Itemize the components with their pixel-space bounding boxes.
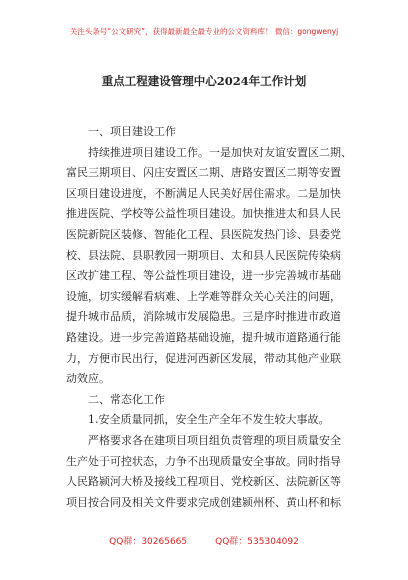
body-line: 医院新院区装修、智能化工程、县医院发热门诊、县委党: [66, 227, 341, 241]
footer-qq-group-1: QQ群：30265665: [109, 537, 188, 547]
body-line: 一、项目建设工作: [88, 125, 176, 138]
document-title: 重点工程建设管理中心2024年工作计划: [101, 74, 307, 88]
body-line: 动效应。: [66, 372, 110, 386]
body-line: 生产处于可控状态，力争不出现质量安全事故。同时指导: [66, 454, 341, 468]
footer-qq-group-2: QQ群：535304092: [215, 537, 299, 547]
body-line: 推进医院、学校等公益性项目建设。加快推进太和县人民: [66, 207, 341, 221]
footer-qq-groups: [0, 534, 408, 547]
body-line: 设施，切实缓解看病难、上学难等群众关心关注的问题，: [66, 289, 341, 303]
body-line: 区项目建设进度，不断满足人民美好居住需求。二是加快: [66, 186, 341, 200]
body-line: 提升城市品质，消除城市发展隐患。三是序时推进市政道: [66, 310, 341, 324]
body-line: 二、常态化工作: [88, 392, 165, 406]
body-line: 持续推进项目建设工作。一是加快对友谊安置区二期、: [88, 145, 352, 159]
body-line: 富民三期项目、闪庄安置区二期、唐路安置区二期等安置: [66, 166, 341, 180]
body-line: 严格要求各在建项目项目组负责管理的项目质量安全: [88, 433, 341, 447]
body-line: 路建设。进一步完善道路基础设施，提升城市道路通行能: [66, 330, 341, 344]
body-line: 区改扩建工程、等公益性项目建设，进一步完善城市基础: [66, 269, 341, 283]
body-line: 校、县法院、县职教园一期项目、太和县人民医院传染病: [66, 248, 341, 262]
body-line: 力，方便市民出行，促进河西新区发展，带动其他产业联: [66, 351, 341, 365]
promo-banner: 关注头条号“公文研究”，获得最新最全最专业的公文资料库！ 微信：gongwenyj: [69, 27, 339, 36]
document-body: [66, 122, 356, 513]
body-line: 1.安全质量同抓，安全生产全年不发生较大事故。: [88, 413, 330, 427]
body-line: 人民路颍河大桥及接线工程项目、党校新区、法院新区等: [66, 475, 341, 489]
body-line: 项目按合同及相关文件要求完成创建颍州杯、黄山杯和标: [66, 495, 341, 509]
